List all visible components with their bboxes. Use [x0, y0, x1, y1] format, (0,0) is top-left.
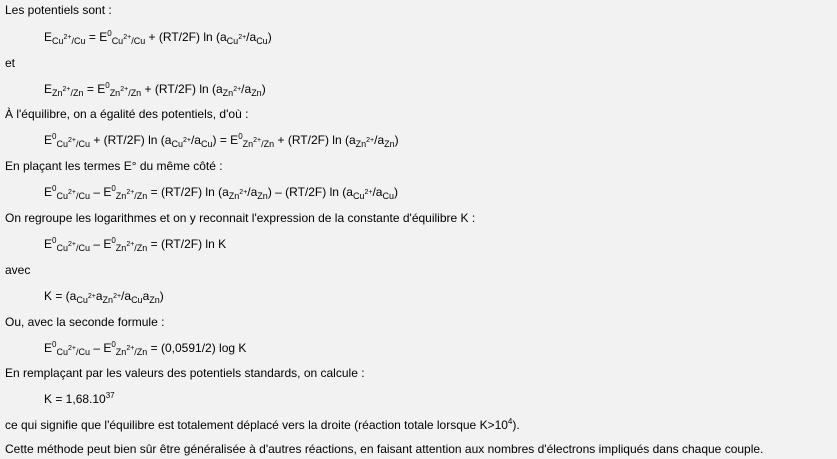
equation-e-cu: $E_{Cu^{2+}/Cu} = E^0_{Cu^{2+}/Cu} + (RT/2F)$ $\ln (a_{Cu^{2+}}/a_{Cu})$: [44, 29, 272, 46]
equation-same-side: $E^0_{Cu^{2+}/Cu} - E^0_{Zn^{2+}/Zn} = (RT/2F)$ $\ln (a_{Zn^{2+}}/a_{Zn}) - (RT/2F)$ $\ln (a_{Cu^{2+}}/a_{Cu})$: [44, 184, 398, 201]
text-line-11: avec: [5, 263, 31, 277]
text-line-7: En plaçant les termes E° du même côté :: [5, 159, 223, 173]
text-line-15: En remplaçant par les valeurs des potentiels standards, on calcule :: [5, 366, 365, 380]
text-line-9: On regroupe les logarithmes et on y reconnait l'expression de la constante d'équilibre K :: [5, 211, 476, 225]
equation-log-k: $E^0_{Cu^{2+}/Cu} - E^0_{Zn^{2+}/Zn} = (0,0591/2)$ log K: [44, 340, 247, 357]
equation-ln-k: $E^0_{Cu^{2+}/Cu} - E^0_{Zn^{2+}/Zn} = (RT/2F)$ ln K: [44, 236, 227, 253]
equation-k-definition: $K = (a_{Cu^{2+}}a_{Zn^{2+}}/a_{Cu}a_{Zn})$: [44, 289, 164, 305]
text-line-17: ce qui signifie que l'équilibre est totalement déplacé vers la droite (réaction totale lorsque $K>10^4$).: [5, 417, 520, 432]
equation-equilibrium: $E^0_{Cu^{2+}/Cu} + (RT/2F)$ $\ln (a_{Cu^{2+}}/a_{Cu}) = E^0_{Zn^{2+}/Zn} + (RT/2F)$ $\ln (a_{Zn^{2+}}/a_{Zn})$: [44, 132, 399, 149]
text-line-1: Les potentiels sont :: [5, 3, 112, 17]
text-line-3: et: [5, 56, 16, 70]
text-line-13: Ou, avec la seconde formule :: [5, 315, 165, 329]
equation-e-zn: $E_{Zn^{2+}/Zn} = E^0_{Zn^{2+}/Zn} + (RT/2F)$ $\ln (a_{Zn^{2+}}/a_{Zn})$: [44, 81, 266, 98]
text-line-5: À l'équilibre, on a égalité des potentiels, d'où :: [5, 107, 249, 121]
text-line-18: Cette méthode peut bien sûr être généralisée à d'autres réactions, en faisant attention aux nombres d'électrons impliqués dans chaque couple.: [5, 442, 764, 456]
equation-k-value: $K = 1,68.10^{37}$: [44, 391, 115, 406]
